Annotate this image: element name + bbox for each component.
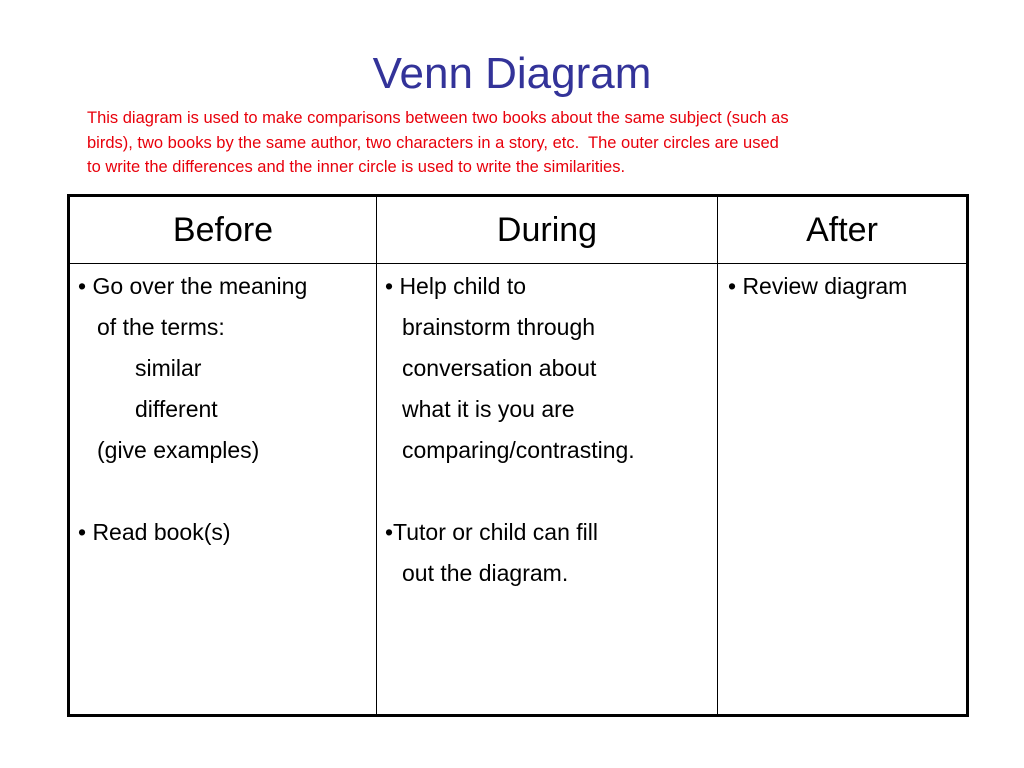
after-cell <box>718 264 968 716</box>
during-line: brainstorm through <box>402 314 596 340</box>
before-line: different <box>135 396 218 422</box>
during-cell <box>377 264 718 716</box>
during-line: out the diagram. <box>402 560 569 586</box>
header-before: Before <box>69 196 377 264</box>
reading-plan-table <box>67 194 969 717</box>
during-line: • Help child to <box>385 273 527 299</box>
during-line: •Tutor or child can fill <box>385 519 598 545</box>
description-line: birds), two books by the same author, two characters in a story, etc. The outer circles are used <box>87 133 779 152</box>
slide-title: Venn Diagram <box>372 49 652 98</box>
slide-description <box>87 106 957 180</box>
before-line: similar <box>135 355 202 381</box>
table-header-row <box>69 196 968 264</box>
description-line: to write the differences and the inner circle is used to write the similarities. <box>87 158 626 176</box>
table-body-row <box>69 264 968 716</box>
description-line: This diagram is used to make comparisons between two books about the same subject (such as <box>87 109 789 127</box>
before-line <box>78 471 376 512</box>
during-line: what it is you are <box>402 396 575 422</box>
during-line: conversation about <box>402 355 597 381</box>
after-line: • Review diagram <box>728 273 908 299</box>
header-during: During <box>377 196 718 264</box>
during-line: comparing/contrasting. <box>402 437 635 463</box>
before-line: • Read book(s) <box>78 519 231 545</box>
header-after: After <box>718 196 968 264</box>
during-line <box>385 471 717 512</box>
before-line: (give examples) <box>97 437 260 463</box>
before-line: • Go over the meaning <box>78 273 308 299</box>
before-line: of the terms: <box>97 314 225 340</box>
before-cell <box>69 264 377 716</box>
